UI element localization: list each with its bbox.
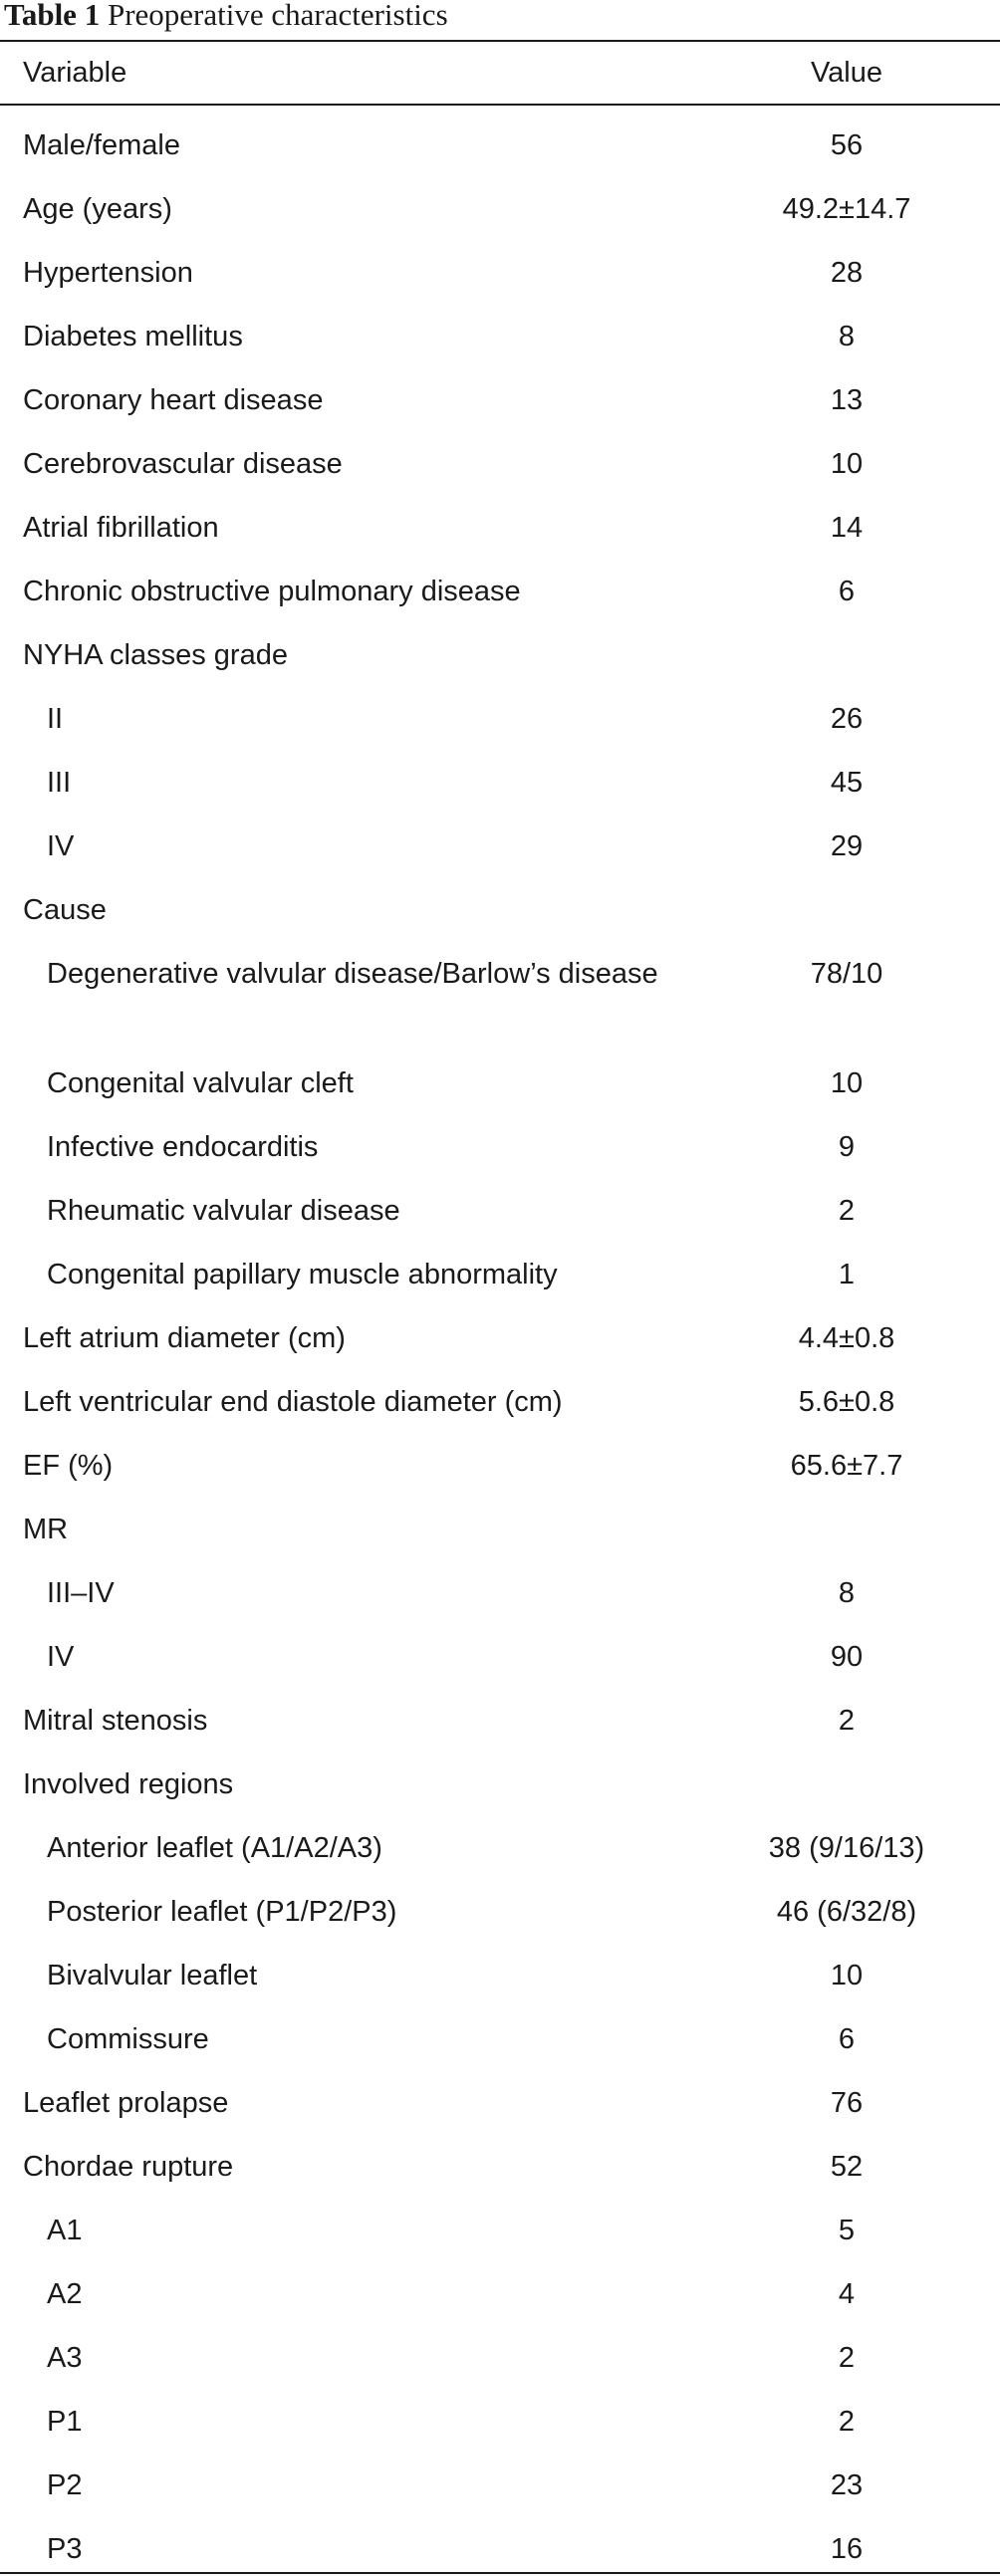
table-row-group — [0, 871, 1000, 935]
row-label: Age (years) — [23, 193, 172, 225]
row-value: 6 — [838, 2023, 856, 2055]
row-value: 29 — [830, 830, 864, 862]
row-label: Rheumatic valvular disease — [47, 1195, 400, 1227]
row-value: 16 — [830, 2533, 864, 2565]
table-row — [0, 935, 1000, 1045]
row-label: MR — [23, 1514, 69, 1545]
row-label: A1 — [47, 2215, 83, 2246]
row-label: Cerebrovascular disease — [23, 448, 343, 480]
table-row — [0, 1554, 1000, 1618]
row-label: Infective endocarditis — [47, 1131, 319, 1163]
row-label: II — [47, 703, 64, 735]
table-row — [0, 1873, 1000, 1937]
row-label: Anterior leaflet (A1/A2/A3) — [47, 1832, 382, 1864]
table-row — [0, 234, 1000, 298]
row-value: 4.4±0.8 — [798, 1322, 895, 1354]
row-label: P2 — [47, 2469, 83, 2501]
row-value: 5 — [838, 2215, 856, 2246]
table-row-group — [0, 616, 1000, 680]
row-label: P3 — [47, 2533, 83, 2565]
row-label: Congenital papillary muscle abnormality — [47, 1259, 558, 1290]
table-row — [0, 2383, 1000, 2447]
table-row — [0, 2192, 1000, 2255]
table-caption-title: Preoperative characteristics — [107, 0, 448, 32]
table-row-group — [0, 1746, 1000, 1809]
table-row — [0, 298, 1000, 361]
row-label: Coronary heart disease — [23, 384, 324, 416]
row-value: 6 — [838, 576, 856, 607]
table-row — [0, 1108, 1000, 1172]
row-value: 9 — [838, 1131, 856, 1163]
row-label: Left atrium diameter (cm) — [23, 1322, 346, 1354]
table-row — [0, 2447, 1000, 2510]
table-row — [0, 2064, 1000, 2128]
row-label: A3 — [47, 2342, 83, 2374]
header-value: Value — [810, 57, 883, 89]
table-row — [0, 808, 1000, 871]
row-label: Involved regions — [23, 1768, 234, 1800]
row-label: Commissure — [47, 2023, 209, 2055]
row-value: 45 — [830, 767, 864, 799]
table-row — [0, 1045, 1000, 1108]
table-body — [0, 107, 1000, 2574]
header-variable: Variable — [23, 57, 127, 89]
row-label: Hypertension — [23, 257, 193, 289]
row-label: Degenerative valvular disease/Barlow’s disease — [47, 958, 658, 990]
table-row-group — [0, 1491, 1000, 1554]
row-label: III — [47, 767, 72, 799]
row-label: Left ventricular end diastole diameter (cm) — [23, 1386, 563, 1418]
table-row — [0, 1363, 1000, 1427]
table-row — [0, 2000, 1000, 2064]
table-row — [0, 1809, 1000, 1873]
row-value: 78/10 — [810, 958, 883, 990]
row-value: 8 — [838, 321, 856, 352]
row-label: A2 — [47, 2278, 83, 2310]
row-value: 90 — [830, 1641, 864, 1673]
table-row — [0, 744, 1000, 808]
row-label: Mitral stenosis — [23, 1705, 208, 1737]
row-label: Diabetes mellitus — [23, 321, 243, 352]
table-header — [0, 42, 1000, 106]
table-caption-label: Table 1 — [4, 0, 101, 32]
row-label: Chordae rupture — [23, 2151, 234, 2183]
row-value: 2 — [838, 2406, 856, 2438]
row-label: Chronic obstructive pulmonary disease — [23, 576, 521, 607]
table-row — [0, 2510, 1000, 2574]
table-row — [0, 1427, 1000, 1491]
table-row — [0, 361, 1000, 425]
table-row — [0, 553, 1000, 616]
table-row — [0, 170, 1000, 234]
row-value: 10 — [830, 1067, 864, 1099]
table-row — [0, 1172, 1000, 1236]
table-row — [0, 1299, 1000, 1363]
row-label: NYHA classes grade — [23, 639, 288, 671]
row-value: 4 — [838, 2278, 856, 2310]
table-row — [0, 680, 1000, 744]
table-row — [0, 489, 1000, 553]
row-value: 65.6±7.7 — [790, 1450, 903, 1482]
row-value: 38 (9/16/13) — [768, 1832, 925, 1864]
row-label: Atrial fibrillation — [23, 512, 219, 544]
row-value: 2 — [838, 1705, 856, 1737]
row-value: 2 — [838, 2342, 856, 2374]
row-label: III–IV — [47, 1577, 115, 1609]
row-label: IV — [47, 1641, 75, 1673]
row-value: 23 — [830, 2469, 864, 2501]
row-value: 76 — [830, 2087, 864, 2119]
row-label: IV — [47, 830, 75, 862]
row-value: 8 — [838, 1577, 856, 1609]
row-label: P1 — [47, 2406, 83, 2438]
row-value: 52 — [830, 2151, 864, 2183]
row-value: 28 — [830, 257, 864, 289]
row-value: 46 (6/32/8) — [776, 1896, 917, 1928]
table-caption — [4, 0, 448, 36]
row-value: 10 — [830, 1960, 864, 1991]
row-label: Posterior leaflet (P1/P2/P3) — [47, 1896, 397, 1928]
row-value: 13 — [830, 384, 864, 416]
table-row — [0, 2255, 1000, 2319]
row-label: Leaflet prolapse — [23, 2087, 229, 2119]
row-value: 2 — [838, 1195, 856, 1227]
row-value: 56 — [830, 129, 864, 161]
table-row — [0, 2128, 1000, 2192]
table-row — [0, 1682, 1000, 1746]
row-label: Bivalvular leaflet — [47, 1960, 258, 1991]
row-value: 49.2±14.7 — [782, 193, 911, 225]
table-row — [0, 1236, 1000, 1299]
row-value: 5.6±0.8 — [798, 1386, 895, 1418]
row-value: 1 — [838, 1259, 856, 1290]
row-label: Congenital valvular cleft — [47, 1067, 354, 1099]
row-label: EF (%) — [23, 1450, 114, 1482]
table-row — [0, 2319, 1000, 2383]
table-row — [0, 1618, 1000, 1682]
table-row — [0, 1937, 1000, 2000]
row-value: 10 — [830, 448, 864, 480]
row-value: 26 — [830, 703, 864, 735]
row-label: Male/female — [23, 129, 180, 161]
table-bottom-rule — [0, 2572, 1000, 2574]
row-value: 14 — [830, 512, 864, 544]
table-row — [0, 107, 1000, 170]
table-row — [0, 425, 1000, 489]
row-label: Cause — [23, 894, 107, 926]
